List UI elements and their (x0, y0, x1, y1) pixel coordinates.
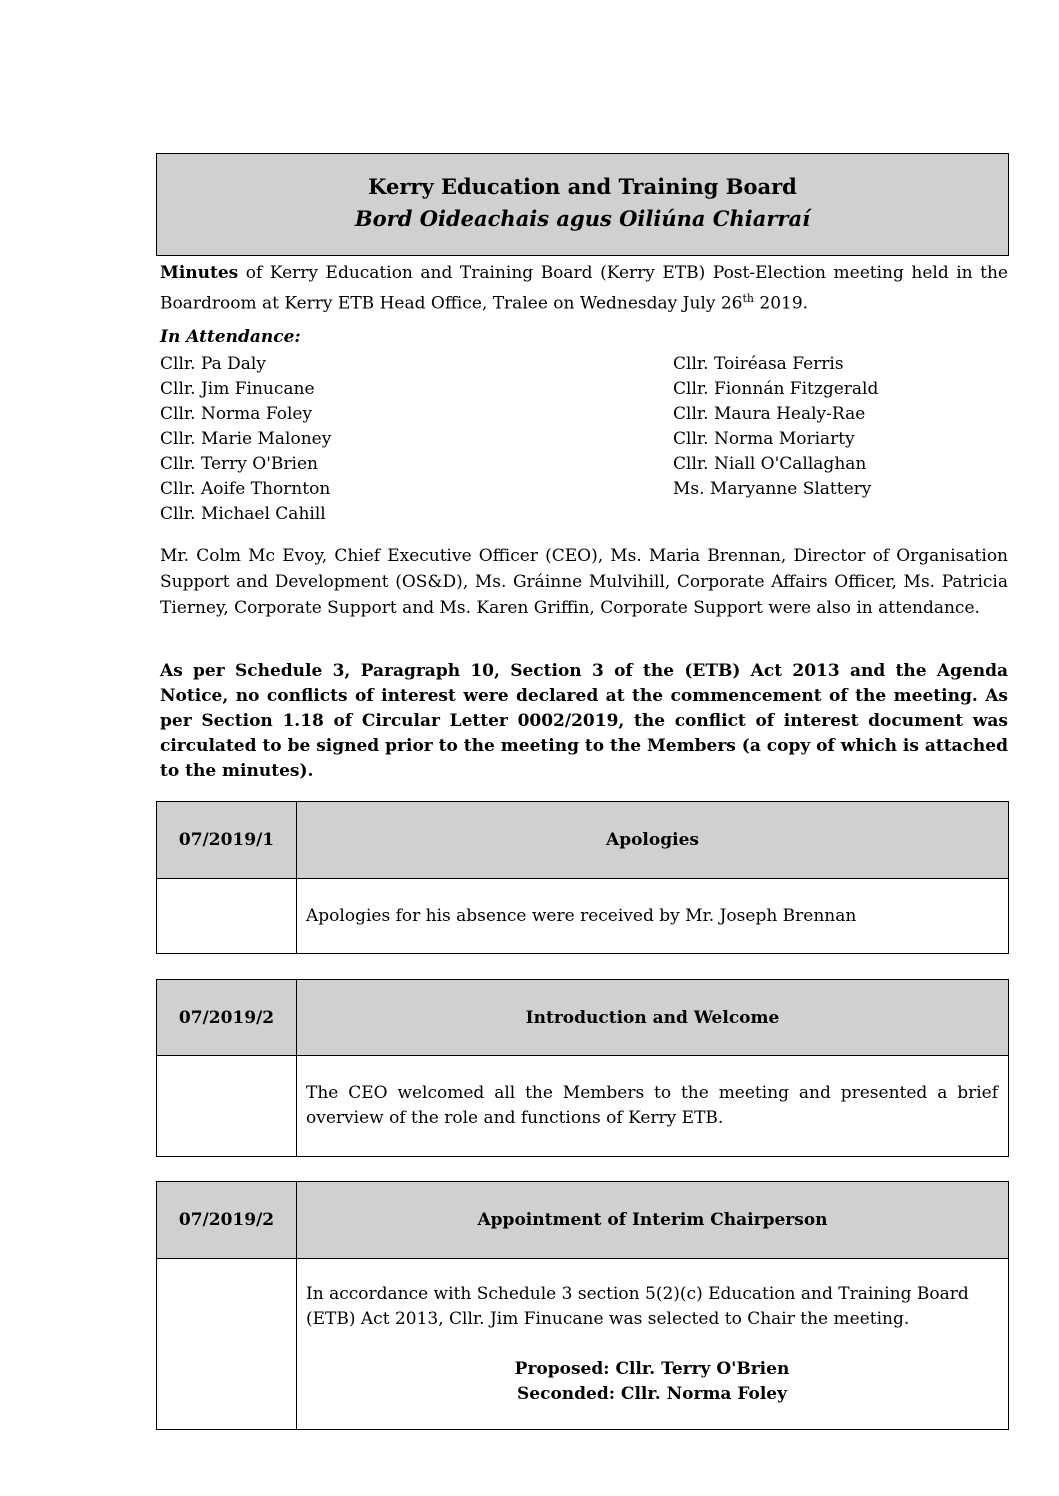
attendee: Cllr. Marie Maloney (160, 429, 332, 449)
intro-paragraph (160, 261, 1008, 317)
item-reference-blank (157, 1056, 297, 1157)
agenda-item-interim-chairperson (156, 1181, 1009, 1430)
attendee: Cllr. Maura Healy-Rae (673, 404, 866, 424)
title-english: Kerry Education and Training Board (368, 174, 797, 199)
item-reference: 07/2019/1 (157, 802, 297, 879)
attendee: Cllr. Norma Moriarty (673, 429, 855, 449)
attendee: Cllr. Aoife Thornton (160, 479, 331, 499)
title-irish: Bord Oideachais agus Oiliúna Chiarraí (354, 206, 811, 231)
attendee: Cllr. Jim Finucane (160, 379, 315, 399)
conflict-of-interest-notice: As per Schedule 3, Paragraph 10, Section 3 of the (ETB) Act 2013 and the Agenda Notice, no conflicts of interest were declared at the commencement of the meeting. As per Section 1.18 of Circular Letter 0002/2019, the conflict of interest document was circulated to be signed prior to the meeting to the Members (a copy of which is attached to the minutes). (160, 661, 1008, 781)
seconded-by: Seconded: Cllr. Norma Foley (517, 1383, 787, 1404)
item-body-text: In accordance with Schedule 3 section 5(2)(c) Education and Training Board (ETB) Act 2013, Cllr. Jim Finucane was selected to Chair the meeting. (306, 1283, 969, 1329)
attendee: Ms. Maryanne Slattery (673, 479, 872, 499)
attendance-list-right (673, 352, 878, 502)
attendee: Cllr. Norma Foley (160, 404, 313, 424)
item-reference: 07/2019/2 (157, 980, 297, 1056)
item-reference-blank (157, 879, 297, 954)
item-title: Appointment of Interim Chairperson (297, 1182, 1009, 1259)
item-title: Introduction and Welcome (297, 980, 1009, 1056)
agenda-item-introduction (156, 979, 1009, 1157)
item-body: The CEO welcomed all the Members to the meeting and presented a brief overview of the role and functions of Kerry ETB. (297, 1056, 1009, 1157)
attendee: Cllr. Fionnán Fitzgerald (673, 379, 879, 399)
item-title: Apologies (297, 802, 1009, 879)
proposed-by: Proposed: Cllr. Terry O'Brien (514, 1358, 790, 1379)
attendee: Cllr. Michael Cahill (160, 504, 326, 524)
intro-text-end: 2019. (754, 293, 809, 314)
item-body (297, 1259, 1009, 1430)
agenda-item-apologies (156, 801, 1009, 954)
item-body: Apologies for his absence were received by Mr. Joseph Brennan (297, 879, 1009, 954)
item-reference-blank (157, 1259, 297, 1430)
intro-lead: Minutes (160, 263, 239, 283)
document-title-box (156, 153, 1009, 256)
item-reference: 07/2019/2 (157, 1182, 297, 1259)
attendance-heading: In Attendance: (160, 327, 301, 347)
motion (306, 1357, 998, 1407)
attendee: Cllr. Pa Daly (160, 354, 266, 374)
attendee: Cllr. Niall O'Callaghan (673, 454, 867, 474)
staff-attendance-paragraph: Mr. Colm Mc Evoy, Chief Executive Officer (CEO), Ms. Maria Brennan, Director of Organisation Support and Development (OS&D), Ms. Gráinne Mulvihill, Corporate Affairs Officer, Ms. Patricia Tierney, Corporate Support and Ms. Karen Griffin, Corporate Support were also in attendance. (160, 546, 1008, 618)
attendance-list-left (160, 352, 331, 527)
attendee: Cllr. Terry O'Brien (160, 454, 318, 474)
intro-superscript: th (742, 292, 755, 305)
intro-text: of Kerry Education and Training Board (Kerry ETB) Post-Election meeting held in the Boardroom at Kerry ETB Head Office, Tralee on Wednesday July 26 (160, 263, 1008, 314)
attendee: Cllr. Toiréasa Ferris (673, 354, 844, 374)
